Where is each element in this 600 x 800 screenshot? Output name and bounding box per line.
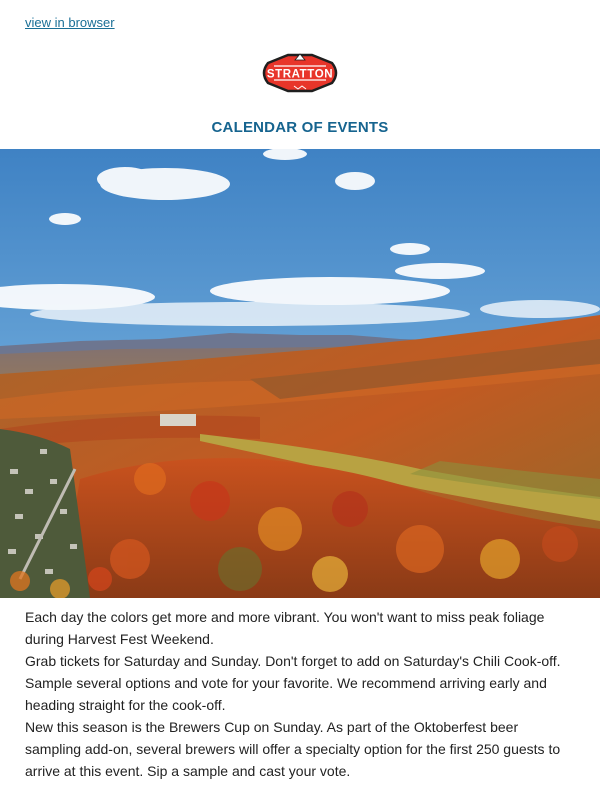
- paragraph: Grab tickets for Saturday and Sunday. Don't forget to add on Saturday's Chili Cook-off. Sample several options and vote for your favorite. We recommend arriving early and heading straight for the cook-off.: [25, 653, 561, 713]
- view-in-browser-link[interactable]: view in browser: [25, 15, 115, 30]
- hero-image[interactable]: [0, 149, 600, 598]
- paragraph: Each day the colors get more and more vibrant. You won't want to miss peak foliage during Harvest Fest Weekend.: [25, 609, 545, 647]
- logo-container: [0, 46, 600, 102]
- email-header: [0, 0, 600, 46]
- autumn-mountain-landscape-photo: [0, 149, 600, 598]
- body-copy: [25, 606, 575, 782]
- stratton-logo[interactable]: [258, 49, 342, 97]
- paragraph: New this season is the Brewers Cup on Sunday. As part of the Oktoberfest beer sampling add-on, several brewers will offer a specialty option for the first 250 guests to arrive at this event. Sip a sample and cast your vote.: [25, 719, 561, 779]
- logo-text: STRATTON: [266, 68, 334, 81]
- section-title: CALENDAR OF EVENTS: [211, 119, 389, 136]
